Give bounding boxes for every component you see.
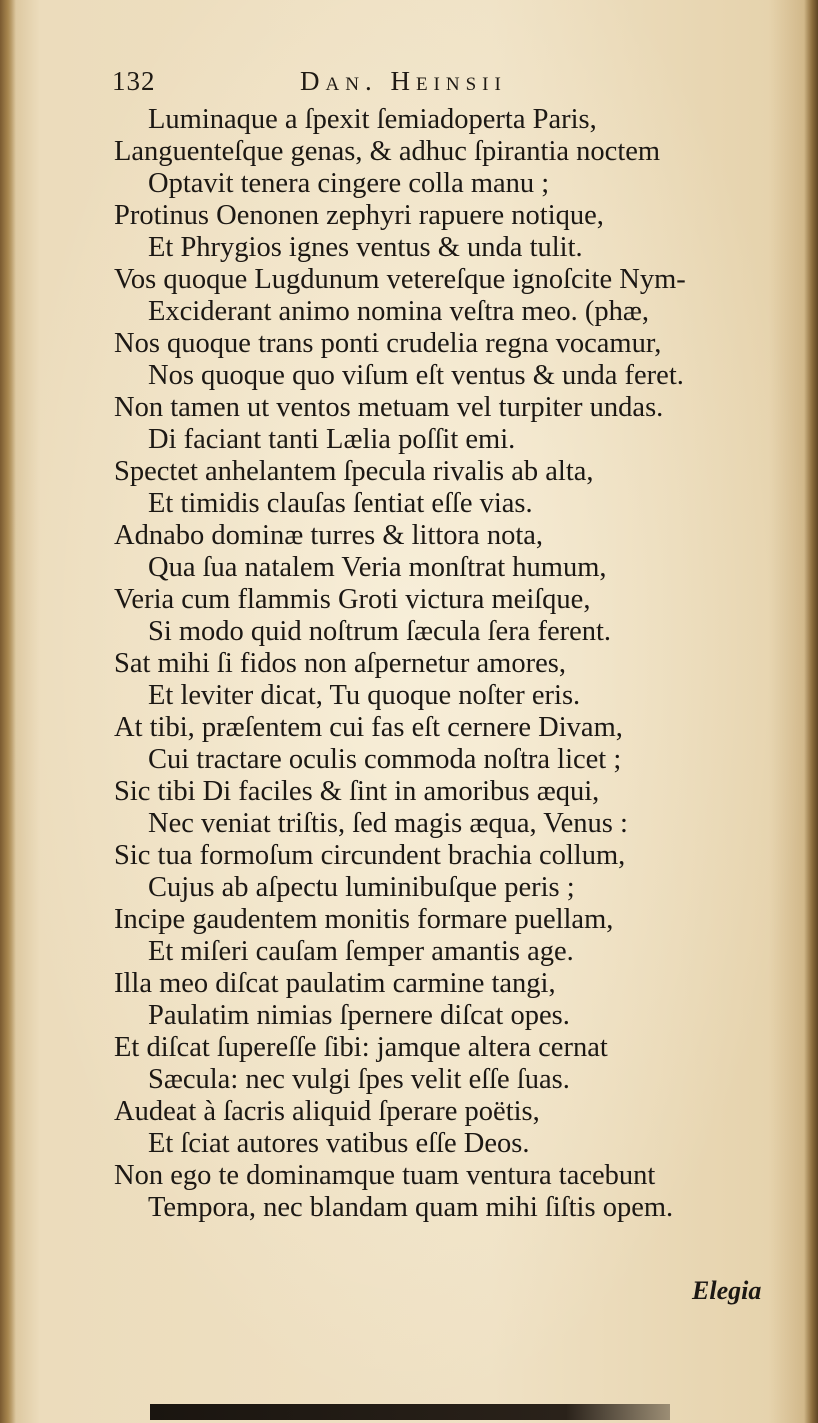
- page-edge: [804, 0, 818, 1423]
- running-head: Dan. Heinsii: [300, 66, 507, 96]
- verse-line: Sic tua formoſum circundent brachia collum,: [114, 840, 626, 871]
- verse-line: Spectet anhelantem ſpecula rivalis ab alta,: [114, 456, 594, 487]
- verse-line: Exciderant animo nomina veſtra meo. (phæ,: [148, 296, 649, 327]
- verse-line: Et Phrygios ignes ventus & unda tulit.: [148, 232, 583, 263]
- verse-line: Audeat à ſacris aliquid ſperare poëtis,: [114, 1096, 540, 1127]
- verse-line: Incipe gaudentem monitis formare puellam,: [114, 904, 614, 935]
- verse-line: Veria cum flammis Groti victura meiſque,: [114, 584, 591, 615]
- page-number: 132: [112, 66, 156, 96]
- verse-line: Cujus ab aſpectu luminibuſque peris ;: [148, 872, 575, 903]
- verse-line: Non tamen ut ventos metuam vel turpiter undas.: [114, 392, 664, 423]
- catchword: Elegia: [692, 1276, 762, 1305]
- verse-line: Et timidis clauſas ſentiat eſſe vias.: [148, 488, 533, 519]
- verse-line: Adnabo dominæ turres & littora nota,: [114, 520, 544, 551]
- page-header: [112, 66, 752, 106]
- gutter-shadow: [0, 0, 16, 1423]
- verse-line: Nos quoque quo viſum eſt ventus & unda feret.: [148, 360, 684, 391]
- verse-line: Qua ſua natalem Veria monſtrat humum,: [148, 552, 607, 583]
- verse-line: Si modo quid noſtrum ſæcula ſera ferent.: [148, 616, 612, 647]
- verse-line: Non ego te dominamque tuam ventura tacebunt: [114, 1160, 656, 1191]
- verse-line: Sat mihi ſi fidos non aſpernetur amores,: [114, 648, 566, 679]
- verse-line: At tibi, præſentem cui fas eſt cernere Divam,: [114, 712, 623, 743]
- verse-line: Di faciant tanti Lælia poſſit emi.: [148, 424, 516, 455]
- verse-line: Nos quoque trans ponti crudelia regna vocamur,: [114, 328, 662, 359]
- verse-line: Et leviter dicat, Tu quoque noſter eris.: [148, 680, 581, 711]
- verse-line: Et miſeri cauſam ſemper amantis age.: [148, 936, 574, 967]
- verse-line: Tempora, nec blandam quam mihi ſiſtis opem.: [148, 1192, 674, 1223]
- verse-line: Languenteſque genas, & adhuc ſpirantia noctem: [114, 136, 661, 167]
- bottom-edge-shadow: [150, 1404, 670, 1420]
- verse-line: Illa meo diſcat paulatim carmine tangi,: [114, 968, 556, 999]
- verse-line: Protinus Oenonen zephyri rapuere notique,: [114, 200, 604, 231]
- verse-line: Optavit tenera cingere colla manu ;: [148, 168, 550, 199]
- verse-line: Sic tibi Di faciles & ſint in amoribus æqui,: [114, 776, 600, 807]
- verse-line: Sæcula: nec vulgi ſpes velit eſſe ſuas.: [148, 1064, 570, 1095]
- verse-line: Nec veniat triſtis, ſed magis æqua, Venus :: [148, 808, 628, 839]
- verse-line: Cui tractare oculis commoda noſtra licet ;: [148, 744, 622, 775]
- verse-line: Vos quoque Lugdunum vetereſque ignoſcite Nym-: [114, 264, 686, 295]
- verse-line: Luminaque a ſpexit ſemiadoperta Paris,: [148, 104, 597, 135]
- verse-line: Paulatim nimias ſpernere diſcat opes.: [148, 1000, 570, 1031]
- verse-line: Et diſcat ſupereſſe ſibi: jamque altera cernat: [114, 1032, 608, 1063]
- verse-line: Et ſciat autores vatibus eſſe Deos.: [148, 1128, 530, 1159]
